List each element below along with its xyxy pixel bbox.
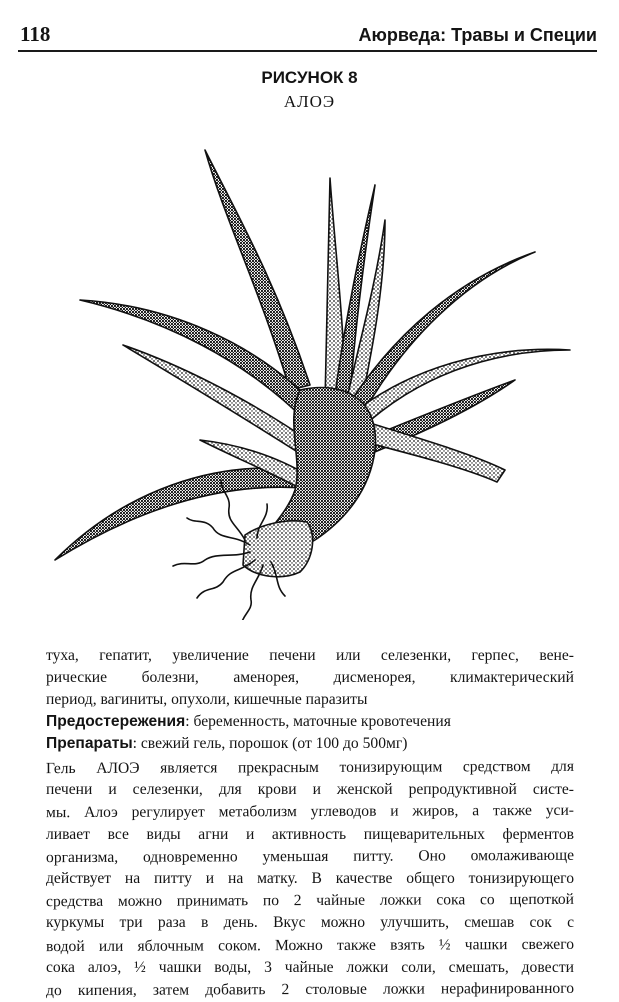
running-title: Аюрведа: Травы и Специи [358,25,597,45]
text-line: мы. Алоэ регулирует метаболизм углеводов и жиров, а также уси- [45,802,575,822]
preparations-line [46,733,574,755]
preparations-text: : свежий гель, порошок (от 100 до 500мг) [132,735,408,752]
text-line: печени и селезенки, для крови и женской репродуктивной систе- [46,781,574,799]
text-line: период, вагиниты, опухоли, кишечные паразиты [46,691,368,708]
cautions-term: Предостережения [46,713,186,730]
text-line: водой или яблочным соком. Можно также взять ½ чашки свежего [45,935,575,955]
page-header [18,20,597,52]
text-line: рические болезни, аменорея, дисменорея, климактерический [46,669,574,686]
figure-name: АЛОЭ [283,92,336,111]
aloe-base [243,521,313,577]
text-line: средства можно принимать по 2 чайные ложки сока со щепоткой [45,891,575,911]
cautions-line [46,711,574,733]
text-line: организма, одновременно уменьшая питту. Оно омолаживающе [45,846,575,866]
text-line: до кипения, затем добавить 2 столовые ложки нерафинированного [45,979,575,1000]
aloe-illustration [45,140,575,620]
preparations-term: Препараты [46,735,133,752]
page-number: 118 [20,22,51,46]
text-line: куркумы три раза в день. Вкус можно улучшить, смешав сок с [46,914,574,932]
indications-text [46,645,574,755]
text-line: Гель АЛОЭ является прекрасным тонизирующим средством для [45,757,575,778]
figure-label: РИСУНОК 8 [261,68,358,87]
description-paragraph [46,757,574,1001]
text-line: туха, гепатит, увеличение печени или селезенки, герпес, вене- [46,647,574,664]
cautions-text: : беременность, маточные кровотечения [185,713,451,730]
text-line: действует на питту и на матку. В качестве общего тонизирующего [46,870,574,888]
text-line: сока алоэ, ½ чашки воды, 3 чайные ложки соли, смешать, довести [46,958,574,976]
text-line: ливает все виды агни и активность пищеварительных ферментов [46,825,574,843]
